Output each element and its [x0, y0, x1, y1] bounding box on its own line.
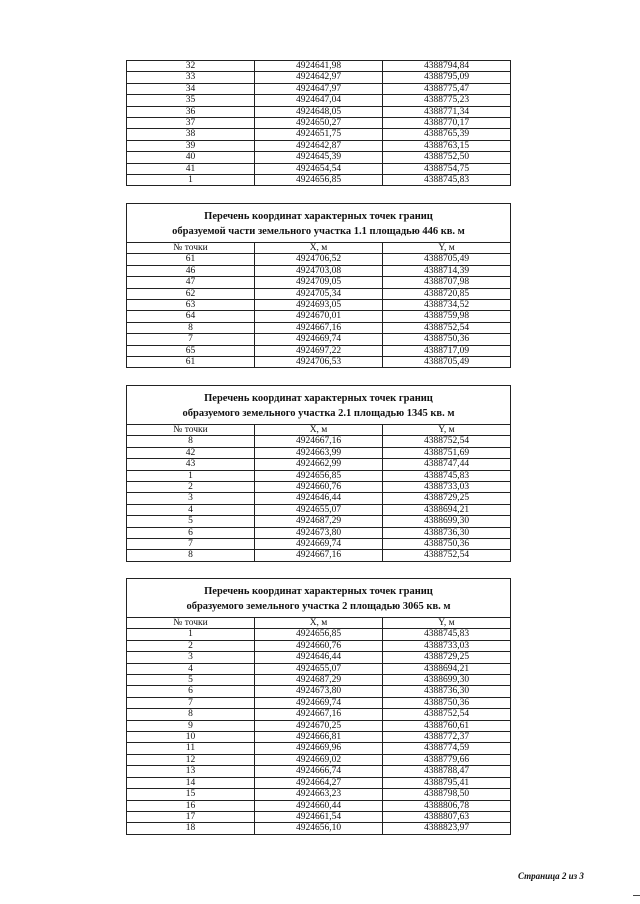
point-number-cell: 10: [127, 732, 255, 743]
table-row: [127, 140, 511, 151]
y-coordinate-cell: 4388745,83: [383, 175, 511, 186]
table-row: [127, 504, 511, 515]
point-number-cell: 9: [127, 720, 255, 731]
y-coordinate-cell: 4388733,03: [383, 640, 511, 651]
y-coordinate-cell: 4388788,47: [383, 766, 511, 777]
table-row: [127, 811, 511, 822]
point-number-cell: 62: [127, 288, 255, 299]
x-coordinate-cell: 4924656,85: [255, 629, 383, 640]
x-coordinate-cell: 4924706,52: [255, 254, 383, 265]
table-row: [127, 129, 511, 140]
y-coordinate-cell: 4388733,03: [383, 482, 511, 493]
table-row: [127, 72, 511, 83]
x-coordinate-cell: 4924642,87: [255, 140, 383, 151]
point-number-cell: 2: [127, 482, 255, 493]
y-coordinate-cell: 4388770,17: [383, 118, 511, 129]
table-row: [127, 118, 511, 129]
table-row: [127, 652, 511, 663]
y-coordinate-cell: 4388795,41: [383, 777, 511, 788]
table-title: [127, 386, 511, 425]
table-row: [127, 83, 511, 94]
y-coordinate-cell: 4388734,52: [383, 300, 511, 311]
y-coordinate-cell: 4388763,15: [383, 140, 511, 151]
y-coordinate-cell: 4388751,69: [383, 447, 511, 458]
table-row: [127, 106, 511, 117]
table-row: [127, 550, 511, 561]
x-coordinate-cell: 4924667,16: [255, 550, 383, 561]
point-number-cell: 4: [127, 663, 255, 674]
point-number-cell: 41: [127, 163, 255, 174]
point-number-cell: 42: [127, 447, 255, 458]
y-coordinate-cell: 4388747,44: [383, 459, 511, 470]
coordinates-table-continuation: [126, 60, 511, 186]
y-coordinate-cell: 4388750,36: [383, 697, 511, 708]
y-coordinate-cell: 4388752,54: [383, 550, 511, 561]
x-coordinate-cell: 4924666,74: [255, 766, 383, 777]
column-header-y: Y, м: [383, 243, 511, 254]
table-title: [127, 579, 511, 618]
point-number-cell: 61: [127, 254, 255, 265]
table-row: [127, 288, 511, 299]
x-coordinate-cell: 4924664,27: [255, 777, 383, 788]
y-coordinate-cell: 4388745,83: [383, 629, 511, 640]
point-number-cell: 61: [127, 357, 255, 368]
y-coordinate-cell: 4388736,30: [383, 686, 511, 697]
y-coordinate-cell: 4388699,30: [383, 675, 511, 686]
y-coordinate-cell: 4388745,83: [383, 470, 511, 481]
table-row: [127, 697, 511, 708]
column-header-point: № точки: [127, 618, 255, 629]
table-row: [127, 277, 511, 288]
table-row: [127, 675, 511, 686]
x-coordinate-cell: 4924709,05: [255, 277, 383, 288]
y-coordinate-cell: 4388774,59: [383, 743, 511, 754]
table-title-line2: образуемого земельного участка 2 площадью 3065 кв. м: [186, 601, 451, 612]
page-number: Страница 2 из 3: [518, 871, 584, 881]
y-coordinate-cell: 4388707,98: [383, 277, 511, 288]
table-row: [127, 254, 511, 265]
table-row: [127, 629, 511, 640]
x-coordinate-cell: 4924687,29: [255, 675, 383, 686]
table-row: [127, 493, 511, 504]
point-number-cell: 38: [127, 129, 255, 140]
point-number-cell: 40: [127, 152, 255, 163]
point-number-cell: 3: [127, 652, 255, 663]
y-coordinate-cell: 4388752,50: [383, 152, 511, 163]
table-row: [127, 789, 511, 800]
column-header-x: X, м: [255, 618, 383, 629]
y-coordinate-cell: 4388765,39: [383, 129, 511, 140]
x-coordinate-cell: 4924650,27: [255, 118, 383, 129]
point-number-cell: 33: [127, 72, 255, 83]
x-coordinate-cell: 4924667,16: [255, 709, 383, 720]
column-header-point: № точки: [127, 243, 255, 254]
point-number-cell: 13: [127, 766, 255, 777]
y-coordinate-cell: 4388729,25: [383, 493, 511, 504]
table-row: [127, 527, 511, 538]
x-coordinate-cell: 4924669,74: [255, 539, 383, 550]
table-row: [127, 766, 511, 777]
y-coordinate-cell: 4388759,98: [383, 311, 511, 322]
table-title-line1: Перечень координат характерных точек границ: [204, 393, 433, 404]
y-coordinate-cell: 4388705,49: [383, 357, 511, 368]
coordinates-table-part-1-1: [126, 203, 511, 368]
table-row: [127, 743, 511, 754]
point-number-cell: 64: [127, 311, 255, 322]
point-number-cell: 7: [127, 539, 255, 550]
table-row: [127, 709, 511, 720]
x-coordinate-cell: 4924655,07: [255, 663, 383, 674]
y-coordinate-cell: 4388795,09: [383, 72, 511, 83]
y-coordinate-cell: 4388694,21: [383, 663, 511, 674]
x-coordinate-cell: 4924645,39: [255, 152, 383, 163]
table-row: [127, 447, 511, 458]
table-row: [127, 345, 511, 356]
point-number-cell: 2: [127, 640, 255, 651]
y-coordinate-cell: 4388752,54: [383, 709, 511, 720]
point-number-cell: 3: [127, 493, 255, 504]
x-coordinate-cell: 4924673,80: [255, 686, 383, 697]
x-coordinate-cell: 4924656,85: [255, 175, 383, 186]
x-coordinate-cell: 4924660,76: [255, 482, 383, 493]
x-coordinate-cell: 4924641,98: [255, 61, 383, 72]
column-header-row: [127, 243, 511, 254]
point-number-cell: 46: [127, 265, 255, 276]
y-coordinate-cell: 4388775,47: [383, 83, 511, 94]
x-coordinate-cell: 4924669,74: [255, 697, 383, 708]
y-coordinate-cell: 4388760,61: [383, 720, 511, 731]
table-row: [127, 163, 511, 174]
y-coordinate-cell: 4388720,85: [383, 288, 511, 299]
column-header-point: № точки: [127, 425, 255, 436]
table-row: [127, 720, 511, 731]
table-title-line2: образуемого земельного участка 2.1 площадью 1345 кв. м: [182, 408, 455, 419]
x-coordinate-cell: 4924646,44: [255, 493, 383, 504]
y-coordinate-cell: 4388771,34: [383, 106, 511, 117]
table-row: [127, 823, 511, 834]
x-coordinate-cell: 4924642,97: [255, 72, 383, 83]
x-coordinate-cell: 4924655,07: [255, 504, 383, 515]
x-coordinate-cell: 4924670,25: [255, 720, 383, 731]
point-number-cell: 12: [127, 754, 255, 765]
x-coordinate-cell: 4924666,81: [255, 732, 383, 743]
y-coordinate-cell: 4388705,49: [383, 254, 511, 265]
point-number-cell: 47: [127, 277, 255, 288]
point-number-cell: 7: [127, 697, 255, 708]
y-coordinate-cell: 4388806,78: [383, 800, 511, 811]
y-coordinate-cell: 4388754,75: [383, 163, 511, 174]
table-title: [127, 204, 511, 243]
point-number-cell: 7: [127, 334, 255, 345]
x-coordinate-cell: 4924662,99: [255, 459, 383, 470]
y-coordinate-cell: 4388694,21: [383, 504, 511, 515]
point-number-cell: 14: [127, 777, 255, 788]
x-coordinate-cell: 4924660,44: [255, 800, 383, 811]
point-number-cell: 63: [127, 300, 255, 311]
point-number-cell: 15: [127, 789, 255, 800]
coordinates-table-plot-2: [126, 578, 511, 835]
y-coordinate-cell: 4388699,30: [383, 516, 511, 527]
x-coordinate-cell: 4924647,04: [255, 95, 383, 106]
point-number-cell: 18: [127, 823, 255, 834]
point-number-cell: 1: [127, 175, 255, 186]
table-row: [127, 539, 511, 550]
point-number-cell: 16: [127, 800, 255, 811]
y-coordinate-cell: 4388729,25: [383, 652, 511, 663]
table-row: [127, 663, 511, 674]
table-body: [127, 629, 511, 834]
point-number-cell: 32: [127, 61, 255, 72]
x-coordinate-cell: 4924654,54: [255, 163, 383, 174]
x-coordinate-cell: 4924703,08: [255, 265, 383, 276]
column-header-y: Y, м: [383, 618, 511, 629]
x-coordinate-cell: 4924648,05: [255, 106, 383, 117]
column-header-y: Y, м: [383, 425, 511, 436]
table-row: [127, 300, 511, 311]
point-number-cell: 34: [127, 83, 255, 94]
point-number-cell: 5: [127, 516, 255, 527]
table-body: [127, 61, 511, 186]
column-header-x: X, м: [255, 243, 383, 254]
x-coordinate-cell: 4924669,02: [255, 754, 383, 765]
point-number-cell: 1: [127, 629, 255, 640]
point-number-cell: 4: [127, 504, 255, 515]
x-coordinate-cell: 4924646,44: [255, 652, 383, 663]
table-row: [127, 175, 511, 186]
y-coordinate-cell: 4388798,50: [383, 789, 511, 800]
y-coordinate-cell: 4388736,30: [383, 527, 511, 538]
point-number-cell: 8: [127, 436, 255, 447]
y-coordinate-cell: 4388823,97: [383, 823, 511, 834]
x-coordinate-cell: 4924656,10: [255, 823, 383, 834]
y-coordinate-cell: 4388775,23: [383, 95, 511, 106]
point-number-cell: 1: [127, 470, 255, 481]
point-number-cell: 36: [127, 106, 255, 117]
point-number-cell: 5: [127, 675, 255, 686]
point-number-cell: 8: [127, 550, 255, 561]
y-coordinate-cell: 4388752,54: [383, 436, 511, 447]
column-header-row: [127, 618, 511, 629]
point-number-cell: 65: [127, 345, 255, 356]
x-coordinate-cell: 4924660,76: [255, 640, 383, 651]
y-coordinate-cell: 4388772,37: [383, 732, 511, 743]
table-row: [127, 754, 511, 765]
x-coordinate-cell: 4924669,96: [255, 743, 383, 754]
point-number-cell: 6: [127, 527, 255, 538]
x-coordinate-cell: 4924656,85: [255, 470, 383, 481]
x-coordinate-cell: 4924651,75: [255, 129, 383, 140]
x-coordinate-cell: 4924663,99: [255, 447, 383, 458]
table-row: [127, 516, 511, 527]
table-row: [127, 640, 511, 651]
point-number-cell: 39: [127, 140, 255, 151]
table-row: [127, 482, 511, 493]
table-row: [127, 265, 511, 276]
table-row: [127, 334, 511, 345]
y-coordinate-cell: 4388752,54: [383, 322, 511, 333]
x-coordinate-cell: 4924667,16: [255, 322, 383, 333]
coordinates-table-plot-2-1: [126, 385, 511, 562]
point-number-cell: 37: [127, 118, 255, 129]
table-title-line2: образуемой части земельного участка 1.1 площадью 446 кв. м: [172, 226, 465, 237]
table-row: [127, 61, 511, 72]
table-row: [127, 459, 511, 470]
table-row: [127, 357, 511, 368]
table-row: [127, 436, 511, 447]
point-number-cell: 8: [127, 322, 255, 333]
table-title-line1: Перечень координат характерных точек границ: [204, 586, 433, 597]
y-coordinate-cell: 4388807,63: [383, 811, 511, 822]
table-row: [127, 470, 511, 481]
x-coordinate-cell: 4924705,34: [255, 288, 383, 299]
column-header-row: [127, 425, 511, 436]
point-number-cell: 6: [127, 686, 255, 697]
scan-edge-mark: [633, 895, 640, 896]
table-title-line1: Перечень координат характерных точек границ: [204, 211, 433, 222]
column-header-x: X, м: [255, 425, 383, 436]
x-coordinate-cell: 4924661,54: [255, 811, 383, 822]
x-coordinate-cell: 4924687,29: [255, 516, 383, 527]
x-coordinate-cell: 4924667,16: [255, 436, 383, 447]
x-coordinate-cell: 4924647,97: [255, 83, 383, 94]
y-coordinate-cell: 4388717,09: [383, 345, 511, 356]
point-number-cell: 43: [127, 459, 255, 470]
x-coordinate-cell: 4924697,22: [255, 345, 383, 356]
x-coordinate-cell: 4924706,53: [255, 357, 383, 368]
table-body: [127, 436, 511, 561]
y-coordinate-cell: 4388750,36: [383, 334, 511, 345]
point-number-cell: 35: [127, 95, 255, 106]
x-coordinate-cell: 4924673,80: [255, 527, 383, 538]
y-coordinate-cell: 4388794,84: [383, 61, 511, 72]
table-body: [127, 254, 511, 368]
x-coordinate-cell: 4924669,74: [255, 334, 383, 345]
table-row: [127, 777, 511, 788]
x-coordinate-cell: 4924670,01: [255, 311, 383, 322]
point-number-cell: 8: [127, 709, 255, 720]
table-row: [127, 800, 511, 811]
x-coordinate-cell: 4924693,05: [255, 300, 383, 311]
table-row: [127, 152, 511, 163]
table-row: [127, 732, 511, 743]
y-coordinate-cell: 4388779,66: [383, 754, 511, 765]
table-row: [127, 95, 511, 106]
y-coordinate-cell: 4388750,36: [383, 539, 511, 550]
table-row: [127, 686, 511, 697]
table-row: [127, 322, 511, 333]
point-number-cell: 11: [127, 743, 255, 754]
point-number-cell: 17: [127, 811, 255, 822]
x-coordinate-cell: 4924663,23: [255, 789, 383, 800]
table-row: [127, 311, 511, 322]
y-coordinate-cell: 4388714,39: [383, 265, 511, 276]
